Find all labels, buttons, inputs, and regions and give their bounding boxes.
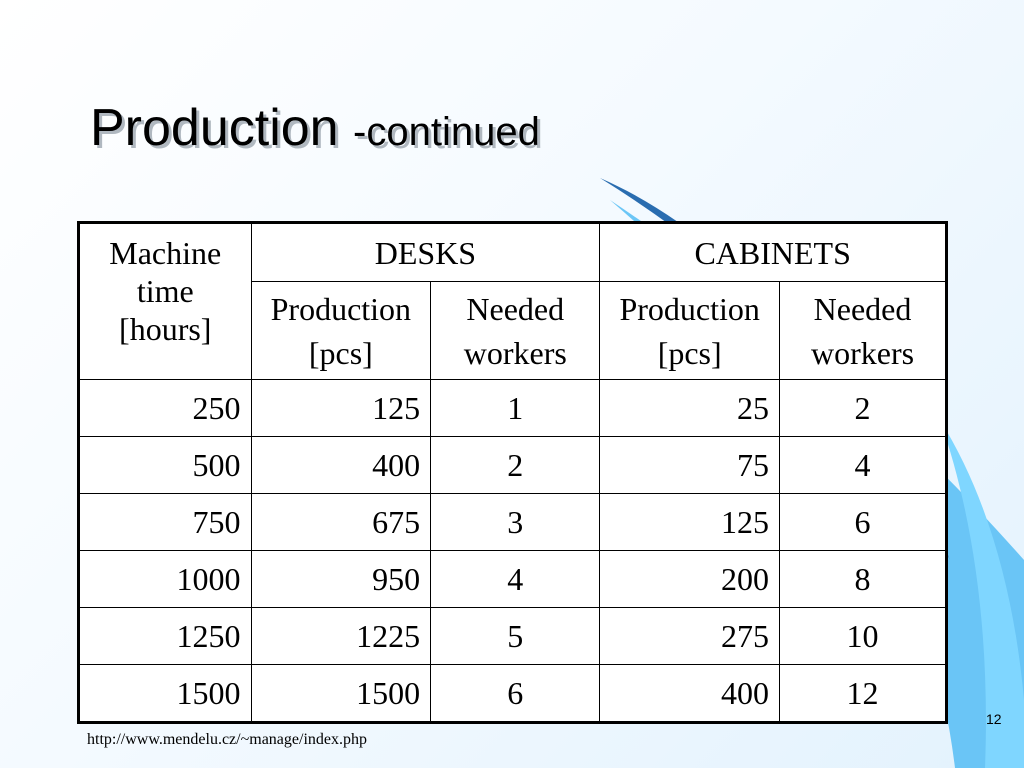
table-row [79,437,947,494]
cell-cabinets-production: 200 [600,551,780,608]
cell-desks-production: 125 [251,380,431,437]
cell-desks-workers: 5 [431,608,600,665]
cell-desks-production: 400 [251,437,431,494]
cell-desks-production: 1225 [251,608,431,665]
cell-desks-production: 675 [251,494,431,551]
header-desks: DESKS [251,223,600,282]
cell-cabinets-production: 400 [600,665,780,723]
header-cabinets-workers: Needed workers [780,282,947,380]
slide-title [90,98,540,158]
cell-cabinets-workers: 6 [780,494,947,551]
cell-cabinets-workers: 12 [780,665,947,723]
table-row [79,551,947,608]
table-row [79,608,947,665]
cell-cabinets-workers: 2 [780,380,947,437]
cell-desks-workers: 3 [431,494,600,551]
page-number: 12 [986,711,1002,727]
header-desks-workers: Needed workers [431,282,600,380]
cell-machine-time: 1250 [79,608,252,665]
table-row [79,665,947,723]
slide-title-main: Production [90,99,354,157]
cell-machine-time: 250 [79,380,252,437]
cell-desks-workers: 2 [431,437,600,494]
cell-cabinets-production: 125 [600,494,780,551]
table-header-row [79,223,947,282]
cell-cabinets-workers: 8 [780,551,947,608]
cell-cabinets-production: 25 [600,380,780,437]
cell-desks-workers: 1 [431,380,600,437]
cell-cabinets-workers: 4 [780,437,947,494]
header-cabinets-production: Production [pcs] [600,282,780,380]
table-row [79,494,947,551]
footer-url: http://www.mendelu.cz/~manage/index.php [87,731,367,748]
cell-desks-workers: 4 [431,551,600,608]
cell-machine-time: 1500 [79,665,252,723]
cell-desks-production: 950 [251,551,431,608]
production-table [77,221,948,724]
cell-machine-time: 750 [79,494,252,551]
header-machine-time: Machine time [hours] [79,223,252,380]
cell-machine-time: 1000 [79,551,252,608]
header-desks-production: Production [pcs] [251,282,431,380]
cell-cabinets-workers: 10 [780,608,947,665]
header-cabinets: CABINETS [600,223,947,282]
cell-machine-time: 500 [79,437,252,494]
table-row [79,380,947,437]
cell-desks-production: 1500 [251,665,431,723]
cell-cabinets-production: 75 [600,437,780,494]
cell-cabinets-production: 275 [600,608,780,665]
cell-desks-workers: 6 [431,665,600,723]
slide-title-sub: -continued [353,110,540,154]
